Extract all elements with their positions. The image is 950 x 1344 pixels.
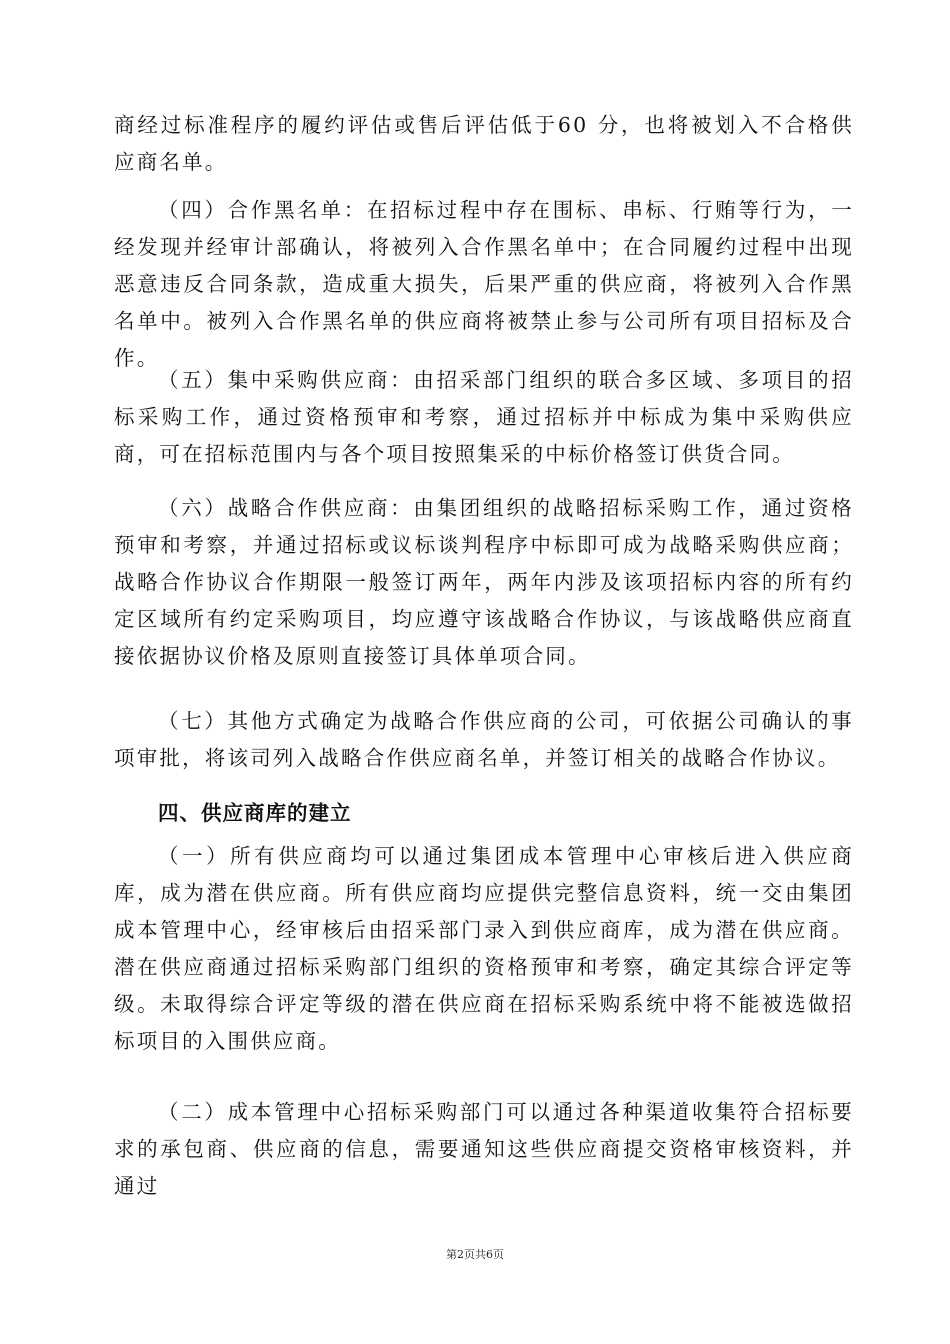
- paragraph-strategic-partner: （六）战略合作供应商：由集团组织的战略招标采购工作，通过资格预审和考察，并通过招标或议标谈判程序中标即可成为战略采购供应商；战略合作协议合作期限一般签订两年，两年内涉及该项招标内容的所有约定区域所有约定采购项目，均应遵守该战略合作协议，与该战略供应商直接依据协议价格及原则直接签订具体单项合同。: [114, 496, 854, 668]
- paragraph-supplier-registration: （一）所有供应商均可以通过集团成本管理中心审核后进入供应商库，成为潜在供应商。所有供应商均应提供完整信息资料，统一交由集团成本管理中心，经审核后由招采部门录入到供应商库，成为潜在供应商。潜在供应商通过招标采购部门组织的资格预审和考察，确定其综合评定等级。未取得综合评定等级的潜在供应商在招标采购系统中将不能被选做招标项目的入围供应商。: [114, 844, 854, 1053]
- paragraph-info-collection: （二）成本管理中心招标采购部门可以通过各种渠道收集符合招标要求的承包商、供应商的信息，需要通知这些供应商提交资格审核资料，并通过: [114, 1100, 854, 1198]
- paragraph-other-methods: （七）其他方式确定为战略合作供应商的公司，可依据公司确认的事项审批，将该司列入战略合作供应商名单，并签订相关的战略合作协议。: [114, 709, 854, 770]
- section-heading: 四、供应商库的建立: [158, 801, 352, 825]
- page-number: 第2页共6页: [446, 1248, 504, 1261]
- paragraph-centralized-procurement: （五）集中采购供应商：由招采部门组织的联合多区域、多项目的招标采购工作，通过资格预审和考察，通过招标并中标成为集中采购供应商，可在招标范围内与各个项目按照集采的中标价格签订供货合同。: [114, 368, 854, 466]
- paragraph-blacklist: （四）合作黑名单：在招标过程中存在围标、串标、行贿等行为，一经发现并经审计部确认，将被列入合作黑名单中；在合同履约过程中出现恶意违反合同条款，造成重大损失，后果严重的供应商，将被列入合作黑名单中。被列入合作黑名单的供应商将被禁止参与公司所有项目招标及合作。: [114, 198, 854, 370]
- paragraph-continuation: 商经过标准程序的履约评估或售后评估低于60 分，也将被划入不合格供应商名单。: [114, 113, 854, 174]
